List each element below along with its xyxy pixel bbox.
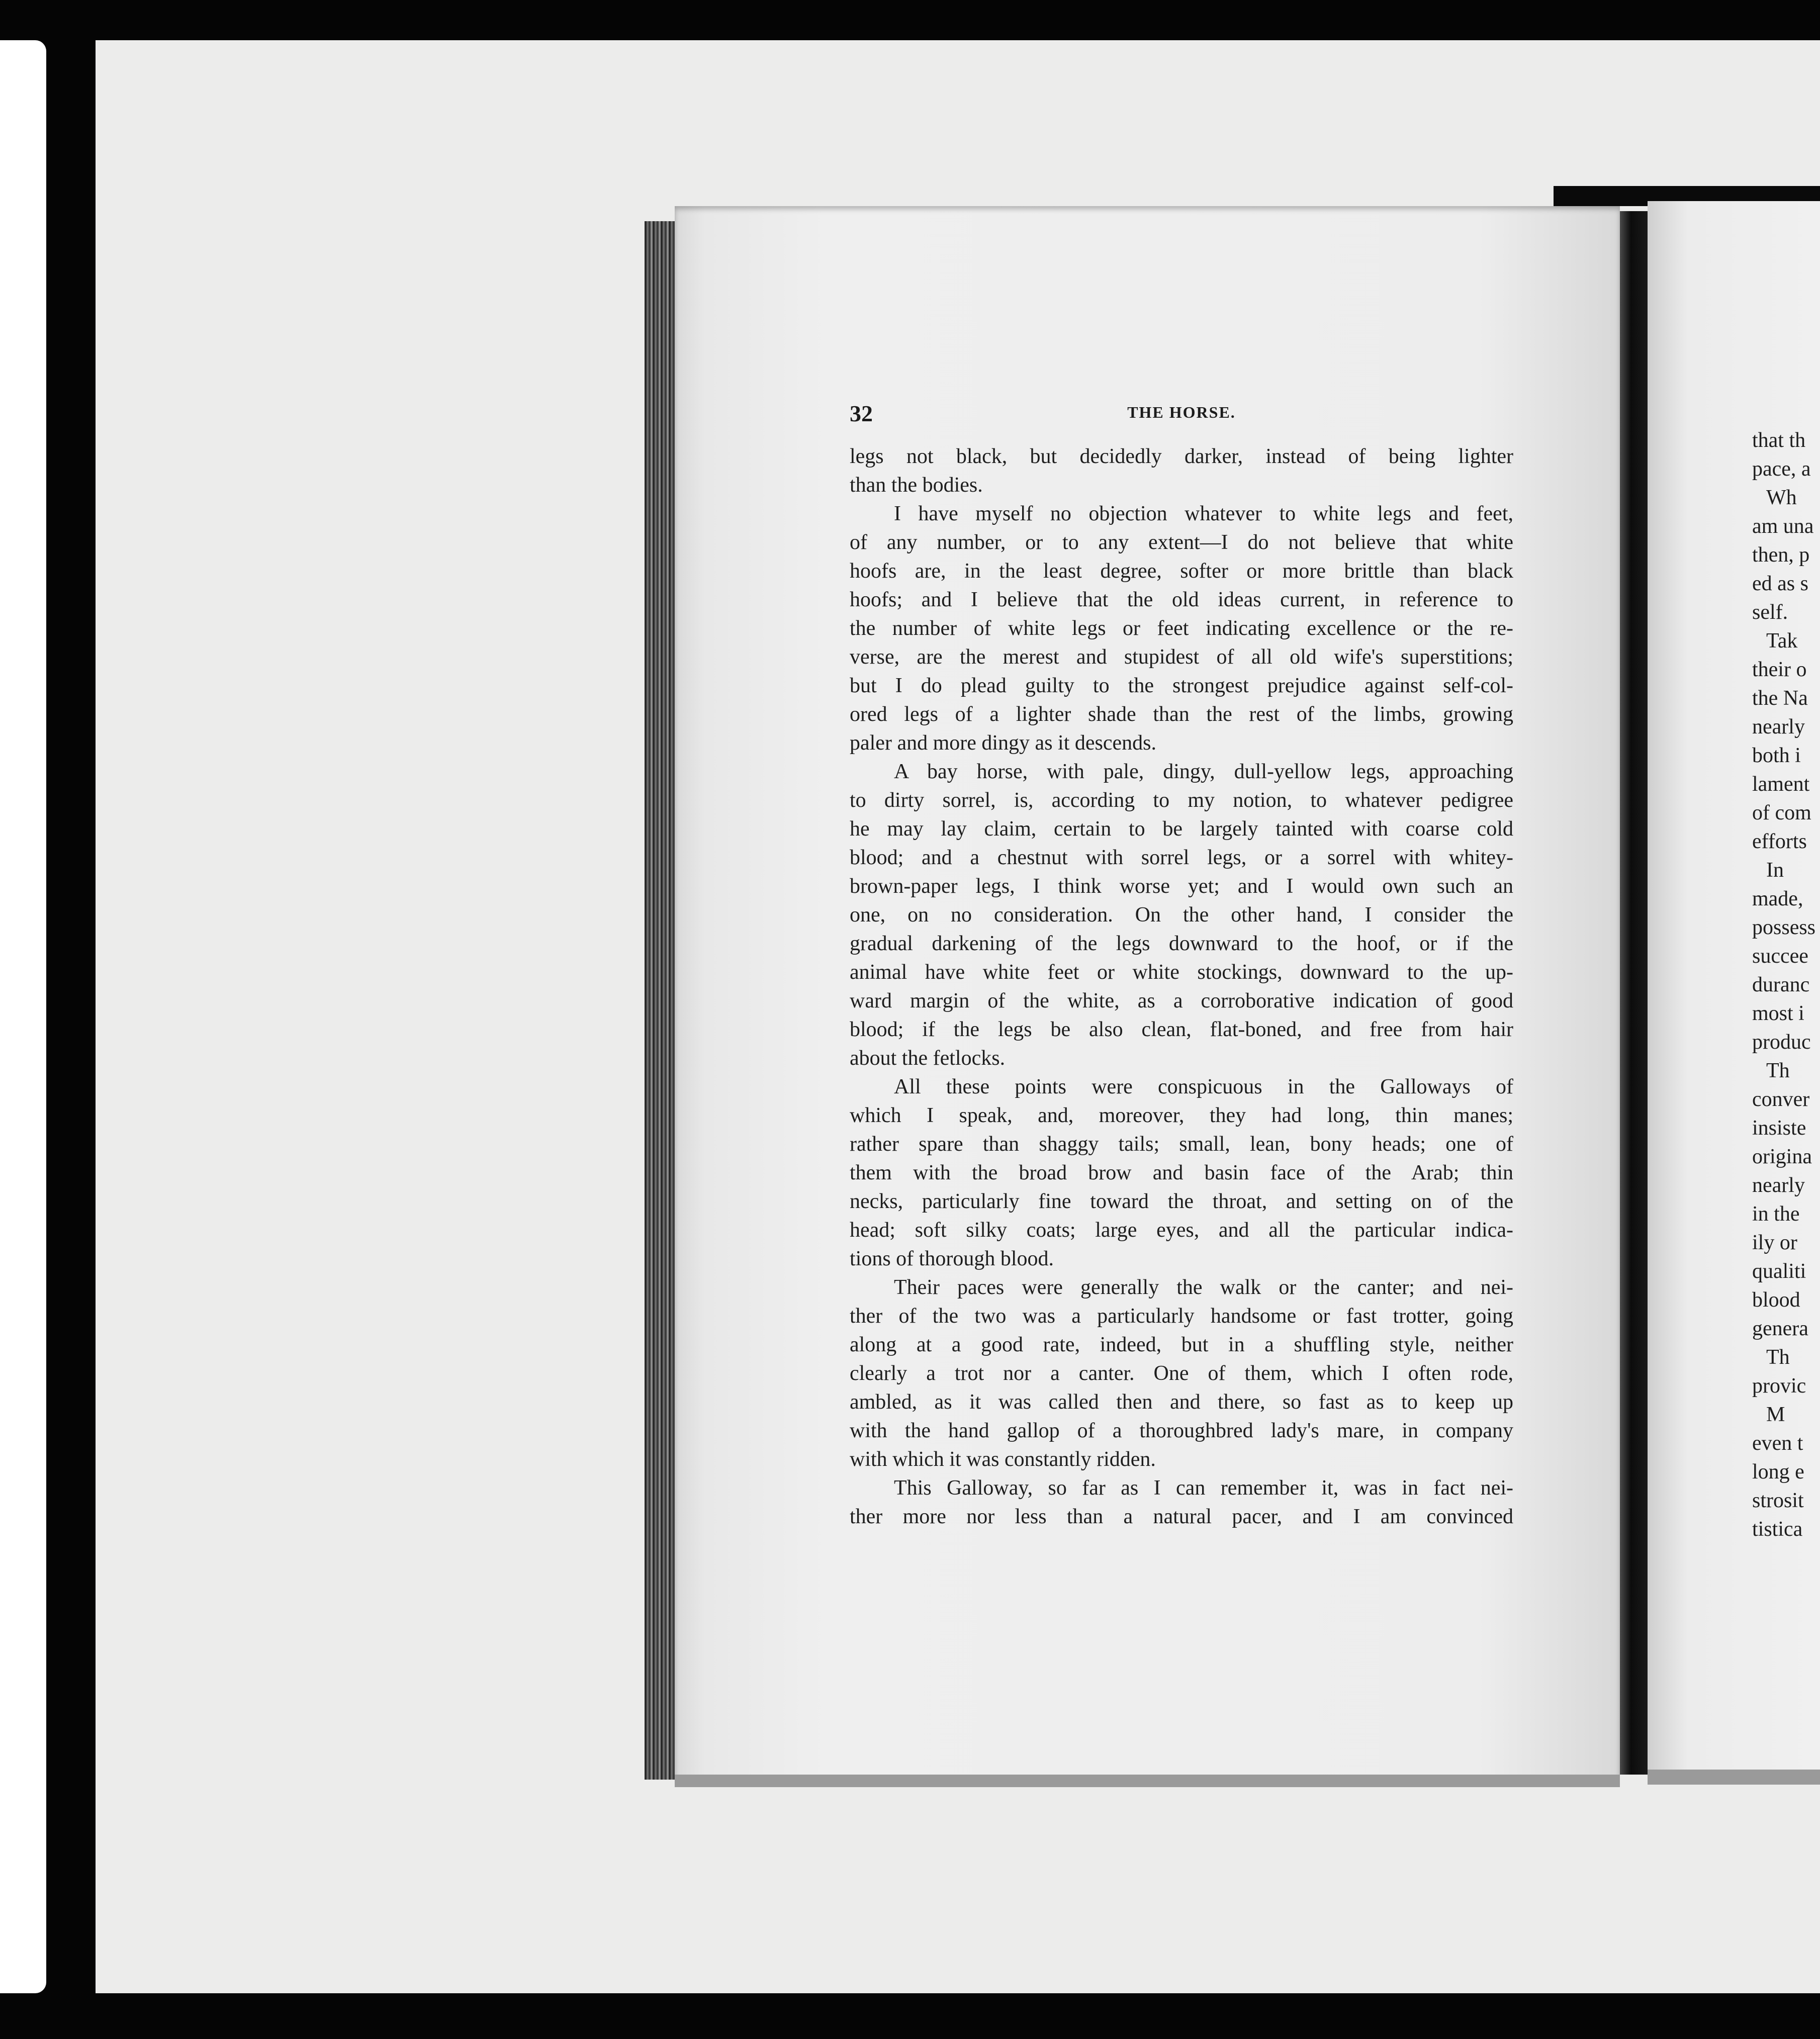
text-line: ther of the two was a particularly handsome or fast trotter, going [850,1305,1513,1328]
right-page-line: possess [1752,916,1816,939]
right-page-line: the Na [1752,687,1808,710]
text-line: A bay horse, with pale, dingy, dull-yellow legs, approaching [894,760,1513,783]
text-line: with which it was constantly ridden. [850,1448,1156,1471]
right-page-line: origina [1752,1145,1812,1168]
scan-border-bottom [0,1993,1820,2039]
right-page-line: M [1766,1403,1785,1426]
right-page-line: blood [1752,1288,1800,1312]
text-line: rather spare than shaggy tails; small, lean, bony heads; one of [850,1133,1513,1156]
text-line: ored legs of a lighter shade than the rest of the limbs, growing [850,703,1513,726]
right-page-line: insiste [1752,1117,1806,1140]
right-page-line: duranc [1752,973,1810,996]
text-line: animal have white feet or white stockings, downward to the up- [850,961,1513,984]
text-line: one, on no consideration. On the other hand, I consider the [850,903,1513,926]
page-number: 32 [850,401,873,426]
right-page-line: Th [1766,1059,1790,1082]
text-line: ward margin of the white, as a corroborative indication of good [850,989,1513,1012]
text-line: ther more nor less than a natural pacer, and I am convinced [850,1505,1513,1528]
text-line: necks, particularly fine toward the throat, and setting on of the [850,1190,1513,1213]
body-text [850,442,1513,1531]
book-gutter [1620,211,1648,1775]
right-page-line: nearly [1752,1174,1805,1197]
text-line: about the fetlocks. [850,1047,1006,1070]
text-line: hoofs are, in the least degree, softer or more brittle than black [850,560,1513,583]
right-page-line: that th [1752,429,1806,452]
right-page-line: in the [1752,1202,1800,1226]
text-line: but I do plead guilty to the strongest prejudice against self-col- [850,674,1513,697]
text-line: tions of thorough blood. [850,1247,1054,1270]
text-line: than the bodies. [850,474,983,497]
right-page-line: both i [1752,744,1801,767]
right-page-line: Tak [1766,629,1798,653]
right-page-line: In [1766,859,1784,882]
right-page-line: Th [1766,1346,1790,1369]
text-line: of any number, or to any extent—I do not believe that white [850,531,1513,554]
right-page-line: Wh [1766,486,1797,509]
right-page-line: most i [1752,1002,1804,1025]
right-page-line: their o [1752,658,1807,681]
text-line: ambled, as it was called then and there, so fast as to keep up [850,1391,1513,1414]
text-line: head; soft silky coats; large eyes, and all the particular indica- [850,1219,1513,1242]
right-page-line: conver [1752,1088,1810,1111]
text-line: hoofs; and I believe that the old ideas current, in reference to [850,588,1513,611]
right-page-line: self. [1752,601,1788,624]
right-page-text [1752,426,1820,1544]
text-line: blood; if the legs be also clean, flat-boned, and free from hair [850,1018,1513,1041]
text-line: brown-paper legs, I think worse yet; and I would own such an [850,875,1513,898]
text-line: gradual darkening of the legs downward to the hoof, or if the [850,932,1513,955]
right-page-line: efforts [1752,830,1807,853]
right-page-line: made, [1752,887,1803,910]
right-page-line: then, p [1752,543,1810,567]
right-page-line: produc [1752,1031,1811,1054]
text-line: he may lay claim, certain to be largely tainted with coarse cold [850,817,1513,841]
text-line: the number of white legs or feet indicating excellence or the re- [850,617,1513,640]
text-line: with the hand gallop of a thoroughbred lady's mare, in company [850,1419,1513,1442]
book-page-edges [645,221,675,1780]
right-page-line: pace, a [1752,457,1811,481]
right-page-line: long e [1752,1460,1804,1484]
film-strip [0,40,46,1993]
right-page-bottom-edge [1648,1770,1820,1785]
right-page-line: am una [1752,515,1814,538]
right-page-line: qualiti [1752,1260,1806,1283]
right-page-line: even t [1752,1432,1803,1455]
right-page-line: ily or [1752,1231,1797,1254]
right-page-line: strosit [1752,1489,1804,1512]
text-line: I have myself no objection whatever to white legs and feet, [894,502,1513,525]
page-header [850,400,1513,430]
right-page-line: lament [1752,773,1810,796]
text-line: which I speak, and, moreover, they had long, thin manes; [850,1104,1513,1127]
right-page-line: ed as s [1752,572,1808,595]
text-line: All these points were conspicuous in the Galloways of [894,1075,1513,1098]
text-line: This Galloway, so far as I can remember it, was in fact nei- [894,1476,1513,1500]
right-page-line: of com [1752,801,1811,824]
text-line: Their paces were generally the walk or the canter; and nei- [894,1276,1513,1299]
text-line: legs not black, but decidedly darker, instead of being lighter [850,445,1513,468]
book-bottom-edge [675,1775,1620,1787]
running-head: THE HORSE. [1127,403,1236,421]
text-line: to dirty sorrel, is, according to my notion, to whatever pedigree [850,789,1513,812]
right-page-line: succee [1752,945,1808,968]
text-line: clearly a trot nor a canter. One of them, which I often rode, [850,1362,1513,1385]
right-page-line: nearly [1752,715,1805,738]
text-line: verse, are the merest and stupidest of all old wife's superstitions; [850,645,1513,669]
right-page-line: tistica [1752,1518,1803,1541]
text-line: them with the broad brow and basin face of the Arab; thin [850,1161,1513,1184]
scan-border-top [0,0,1820,40]
text-line: blood; and a chestnut with sorrel legs, or a sorrel with whitey- [850,846,1513,869]
text-line: along at a good rate, indeed, but in a shuffling style, neither [850,1333,1513,1356]
right-page-line: genera [1752,1317,1808,1340]
text-line: paler and more dingy as it descends. [850,731,1156,755]
right-page-line: provic [1752,1374,1806,1398]
